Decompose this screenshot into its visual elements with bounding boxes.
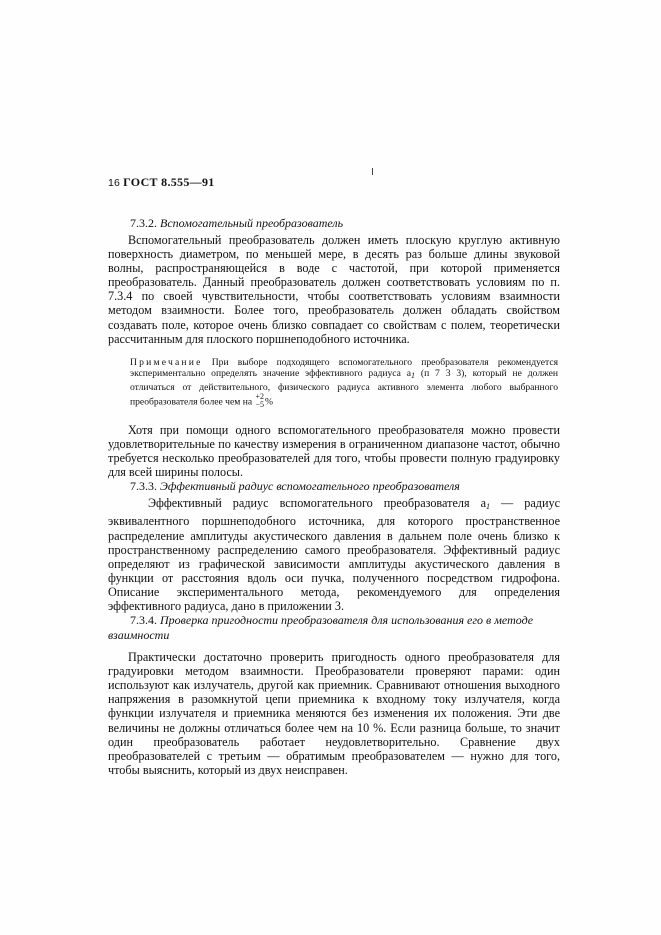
page-header bbox=[108, 175, 560, 190]
note-label: Примечание bbox=[130, 356, 203, 368]
paragraph-7-3-3-start: Эффективный радиус вспомогательного преобразователя a bbox=[148, 496, 486, 511]
note-fraction bbox=[256, 393, 265, 410]
note-subscript: 1 bbox=[411, 371, 416, 381]
section-title-7-3-3: Эффективный радиус вспомогательного преобразователя bbox=[160, 479, 460, 494]
note-fraction-numerator: +2 bbox=[255, 391, 265, 401]
section-heading-7-3-3 bbox=[108, 479, 560, 494]
paragraph-7-3-3 bbox=[108, 496, 560, 613]
note-text-mid: (п 7 3 3), который не должен отличаться от действительного, физического радиуса активного элемента любого выбранного преобразователя более чем на bbox=[130, 368, 558, 408]
page-number: 16 bbox=[108, 177, 121, 189]
paragraph-7-3-3-subscript: 1 bbox=[486, 502, 490, 512]
standard-designation: ГОСТ 8.555—91 bbox=[123, 175, 215, 189]
note-fraction-denominator: −5 bbox=[255, 400, 265, 410]
page-tick-mark bbox=[372, 168, 373, 175]
note-unit: % bbox=[265, 396, 274, 408]
section-heading-7-3-4 bbox=[108, 613, 560, 643]
paragraph-7-3-4: Практически достаточно проверить пригодность одного преобразователя для градуировки методом взаимности. Преобразователи проверяют парами: один используют как излучатель, другой как приемник. Сравнивают отношения выходного напряжения в разомкнутой цепи приемника к входному току излучателя, когда функции излучателя и приемника меняются без изменения их положения. Эти две величины не должны отличаться более чем на 10 %. Если разница больше, то значит один преобразователь работает неудовлетворительно. Сравнение двух преобразователей с третьим — обратимым преобразователем — нужно для того, чтобы выяснить, который из двух неисправен. bbox=[108, 650, 560, 777]
page-content bbox=[108, 175, 560, 777]
note-text-before: При выборе подходящего вспомогательного преобразователя рекомендуется экспериментально определять значение эффективного радиуса a bbox=[130, 356, 558, 380]
paragraph-7-3-2: Вспомогательный преобразователь должен иметь плоскую круглую активную поверхность диаметром, по меньшей мере, в десять раз больше длины звуковой волны, распространяющейся в воде с частотой, при которой применяется преобразователь. Данный преобразователь должен соответствовать условиям по п. 7.3.4 по своей чувствительности, чтобы соответствовать условиям взаимности методом взаимности. Более того, преобразователь должен обладать свойством создавать поле, которое очень близко совпадает со свойствам с полем, теоретически рассчитанным для плоского поршнеподобного источника. bbox=[108, 233, 560, 346]
note-block bbox=[108, 357, 560, 410]
section-title-7-3-2: Вспомогательный преобразователь bbox=[160, 216, 344, 230]
paragraph-after-note: Хотя при помощи одного вспомогательного преобразователя можно провести удовлетворительные по качеству измерения в ограниченном диапазоне частот, обычно требуется несколько преобразователей для того, чтобы провести полную градуировку для всей ширины полосы. bbox=[108, 422, 560, 480]
paragraph-7-3-3-rest: — радиус эквивалентного поршнеподобного источника, для которого пространственное распределение амплитуды акустического давления в дальнем поле очень близко к пространственному распределению самого преобразователя. Эффективный радиус определяют из графической зависимости амплитуды акустического давления в функции от расстояния вдоль оси пучка, полученного посредством гидрофона. Описание экспериментального метода, рекомендуемого для определения эффективного радиуса, дано в приложении 3. bbox=[108, 496, 560, 613]
section-number-7-3-4: 7.3.4. bbox=[130, 613, 157, 628]
section-number-7-3-2: 7.3.2. bbox=[130, 216, 157, 230]
spacer bbox=[108, 410, 560, 423]
section-number-7-3-3: 7.3.3. bbox=[130, 479, 157, 494]
section-title-7-3-4: Проверка пригодности преобразователя для использования его в методе взаимности bbox=[108, 613, 534, 643]
section-heading-7-3-2 bbox=[108, 216, 560, 231]
